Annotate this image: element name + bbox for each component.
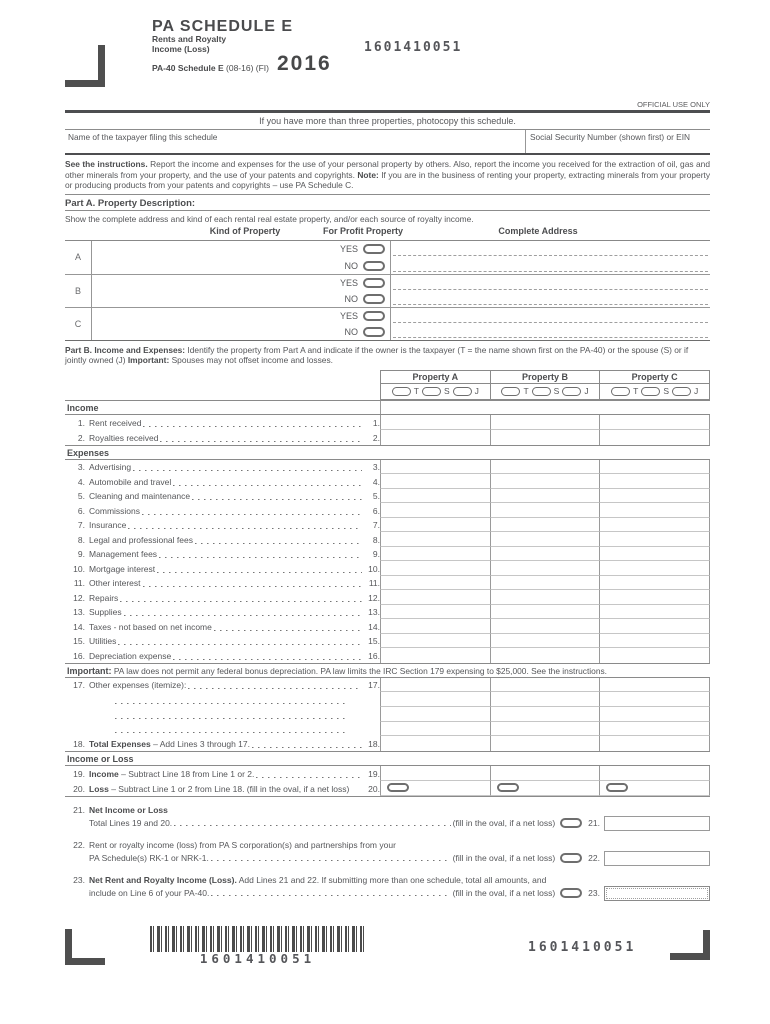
col-kind-of-property: Kind of Property	[209, 225, 281, 236]
amount-cell-property-a[interactable]	[380, 590, 490, 605]
owner-j-oval[interactable]	[453, 387, 472, 396]
for-profit-no-oval[interactable]	[363, 294, 385, 304]
line-6-commissions: 6. Commissions 6.	[65, 503, 710, 518]
amount-cell-property-c[interactable]	[599, 648, 710, 663]
amount-cell-property-a[interactable]	[380, 576, 490, 591]
part-a-column-headers	[65, 226, 710, 240]
dot-leader	[159, 551, 362, 559]
no-label: NO	[344, 326, 358, 337]
kind-of-property-field-b[interactable]	[92, 275, 312, 307]
amount-cell-property-b[interactable]	[490, 781, 600, 796]
amount-cell-property-b[interactable]	[490, 634, 600, 649]
amount-cell-property-a[interactable]	[380, 605, 490, 620]
amount-cell-property-c[interactable]	[599, 781, 710, 796]
amount-cell-property-c[interactable]	[599, 605, 710, 620]
itemize-write-line[interactable]	[115, 712, 348, 720]
amount-cell-property-a[interactable]	[380, 781, 490, 796]
line-17-other-expenses: 17. Other expenses (itemize): 17.	[65, 678, 710, 693]
owner-s-oval[interactable]	[422, 387, 441, 396]
line-22-net-loss-oval[interactable]	[560, 853, 582, 863]
line-3-advertising: 3. Advertising 3.	[65, 460, 710, 475]
amount-cell-property-a[interactable]	[380, 766, 490, 781]
amount-cell-property-b[interactable]	[490, 576, 600, 591]
corner-mark-bottom-left	[65, 929, 105, 965]
line-9-management-fees: 9. Management fees 9.	[65, 547, 710, 562]
line-1-rent-received: 1. Rent received 1.	[65, 415, 710, 430]
line-21-net-loss-oval[interactable]	[560, 818, 582, 828]
document-id-bottom: 1601410051	[528, 940, 637, 955]
amount-cell-property-c[interactable]	[599, 736, 710, 751]
kind-of-property-field-c[interactable]	[92, 308, 312, 340]
dot-leader	[211, 854, 451, 862]
part-a-subtitle: Show the complete address and kind of each rental real estate property, and/or each source of royalty income.	[65, 213, 474, 224]
taxpayer-name-field[interactable]	[65, 130, 525, 153]
owner-j-oval[interactable]	[672, 387, 691, 396]
owner-select-property-a: T S J	[381, 384, 490, 399]
amount-cell-property-c[interactable]	[599, 474, 710, 489]
line-19-income: 19. Income – Subtract Line 18 from Line 1 or 2. 19.	[65, 766, 710, 781]
line-22-amount-box[interactable]	[604, 851, 710, 866]
amount-cell-property-b[interactable]	[490, 474, 600, 489]
amount-cell-property-c[interactable]	[599, 766, 710, 781]
amount-cell-property-b[interactable]	[490, 707, 600, 722]
col-complete-address: Complete Address	[498, 225, 578, 236]
line-11-other-interest: 11. Other interest 11.	[65, 576, 710, 591]
property-a-header: Property A	[412, 371, 459, 382]
income-or-loss-section-header: Income or Loss	[65, 751, 710, 766]
amount-cell-property-b[interactable]	[490, 678, 600, 693]
yes-label: YES	[339, 310, 358, 321]
net-loss-oval-property-c[interactable]	[606, 783, 628, 792]
amount-cell-property-c[interactable]	[599, 576, 710, 591]
amount-cell-property-c[interactable]	[599, 619, 710, 634]
col-for-profit-property: For Profit Property	[322, 225, 403, 236]
itemize-row-2	[65, 707, 710, 722]
amount-cell-property-a[interactable]	[380, 460, 490, 475]
for-profit-no-oval[interactable]	[363, 261, 385, 271]
dot-leader	[120, 595, 362, 603]
property-c-header: Property C	[599, 371, 709, 383]
row-letter: B	[65, 275, 92, 307]
line-7-insurance: 7. Insurance 7.	[65, 518, 710, 533]
title-block	[152, 18, 332, 73]
expense-rows	[65, 460, 710, 663]
amount-cell-property-a[interactable]	[380, 489, 490, 504]
amount-cell-property-a[interactable]	[380, 474, 490, 489]
for-profit-yes-oval[interactable]	[363, 278, 385, 288]
photocopy-note: If you have more than three properties, photocopy this schedule.	[65, 113, 710, 130]
amount-cell-property-c[interactable]	[599, 561, 710, 576]
amount-cell-property-c[interactable]	[599, 503, 710, 518]
amount-cell-property-b[interactable]	[490, 692, 600, 707]
complete-address-field-c[interactable]	[390, 308, 710, 340]
amount-cell-property-a[interactable]	[380, 503, 490, 518]
amount-cell-property-a[interactable]	[380, 561, 490, 576]
property-b-header: Property B	[490, 371, 600, 383]
dot-leader	[195, 537, 362, 545]
line-4-automobile-travel: 4. Automobile and travel 4.	[65, 474, 710, 489]
dot-leader	[211, 889, 450, 897]
complete-address-field-b[interactable]	[390, 275, 710, 307]
income-rows	[65, 415, 710, 445]
for-profit-yes-oval[interactable]	[363, 244, 385, 254]
dot-leader	[143, 420, 362, 428]
amount-cell-property-b[interactable]	[490, 489, 600, 504]
yes-label: YES	[339, 244, 358, 255]
amount-cell-property-b[interactable]	[490, 547, 600, 562]
row-letter: C	[65, 308, 92, 340]
dot-leader	[124, 609, 362, 617]
barcode-number: 1601410051	[199, 951, 316, 966]
amount-cell-property-c[interactable]	[599, 678, 710, 693]
line-16-depreciation-expense: 16. Depreciation expense 16.	[65, 648, 710, 663]
owner-t-oval[interactable]	[501, 387, 520, 396]
itemize-write-line[interactable]	[115, 697, 348, 705]
owner-t-oval[interactable]	[611, 387, 630, 396]
line-12-repairs: 12. Repairs 12.	[65, 590, 710, 605]
yes-label: YES	[339, 277, 358, 288]
row-letter: A	[65, 241, 92, 274]
amount-cell-property-c[interactable]	[599, 430, 710, 445]
dot-leader	[142, 508, 362, 516]
amount-cell-property-c[interactable]	[599, 590, 710, 605]
dot-leader	[252, 741, 362, 749]
dot-leader	[188, 682, 362, 690]
amount-cell-property-a[interactable]	[380, 619, 490, 634]
amount-cell-property-c[interactable]	[599, 634, 710, 649]
barcode	[150, 926, 365, 952]
dot-leader	[128, 522, 362, 530]
itemize-write-line[interactable]	[115, 726, 348, 734]
kind-of-property-field-a[interactable]	[92, 241, 312, 274]
taxpayer-name-label: Name of the taxpayer filing this schedule	[68, 132, 218, 142]
dot-leader	[143, 580, 363, 588]
complete-address-field-a[interactable]	[390, 241, 710, 274]
income-or-loss-rows	[65, 766, 710, 797]
dot-leader	[174, 819, 450, 827]
amount-cell-property-a[interactable]	[380, 430, 490, 445]
official-use-label: OFFICIAL USE ONLY	[637, 100, 710, 109]
dot-leader	[157, 566, 362, 574]
dot-leader	[160, 435, 362, 443]
net-loss-oval-property-a[interactable]	[387, 783, 409, 792]
amount-cell-property-b[interactable]	[490, 415, 600, 430]
form-title: PA SCHEDULE E	[152, 18, 294, 35]
property-row-c	[65, 307, 710, 340]
amount-cell-property-a[interactable]	[380, 648, 490, 663]
owner-s-oval[interactable]	[641, 387, 660, 396]
tax-year: 2016	[277, 52, 332, 75]
form-code: PA-40 Schedule E (08-16) (FI)	[152, 62, 269, 73]
amount-cell-property-b[interactable]	[490, 590, 600, 605]
dot-leader	[173, 653, 362, 661]
line-22-rk1-income: 22. Rent or royalty income (loss) from PA S corporation(s) and partnerships from your PA Schedule(s) RK-1 or NRK-1. (fill in the oval, if a net loss) 22.	[65, 837, 710, 867]
amount-cell-property-a[interactable]	[380, 634, 490, 649]
important-note: Important: PA law does not permit any federal bonus depreciation. PA law limits the IRC Section 179 expensing to $25,000. See the instructions.	[65, 663, 710, 678]
amount-cell-property-c[interactable]	[599, 518, 710, 533]
form-page	[65, 0, 710, 902]
owner-s-oval[interactable]	[532, 387, 551, 396]
line-10-mortgage-interest: 10. Mortgage interest 10.	[65, 561, 710, 576]
amount-cell-property-b[interactable]	[490, 532, 600, 547]
property-row-a	[65, 241, 710, 274]
line-21-net-income-or-loss: 21. Net Income or Loss Total Lines 19 and 20. (fill in the oval, if a net loss) 21.	[65, 802, 710, 832]
line-13-supplies: 13. Supplies 13.	[65, 605, 710, 620]
line-20-loss: 20. Loss – Subtract Line 1 or 2 from Line 18. (fill in the oval, if a net loss) 20.	[65, 781, 710, 796]
amount-cell-property-b[interactable]	[490, 766, 600, 781]
amount-cell-property-c[interactable]	[599, 722, 710, 737]
property-columns-header	[380, 370, 710, 400]
part-b-intro: Part B. Income and Expenses: Identify the property from Part A and indicate if the owner is the taxpayer (T = the name shown first on the PA-40) or the spouse (S) or if jointly owned (J) Important: Spouses may not offset income and losses.	[65, 344, 689, 366]
owner-select-property-b: T S J	[490, 384, 600, 399]
for-profit-yes-oval[interactable]	[363, 311, 385, 321]
dot-leader	[256, 771, 362, 779]
part-a-table	[65, 240, 710, 341]
amount-cell-property-a[interactable]	[380, 692, 490, 707]
line-15-utilities: 15. Utilities 15.	[65, 634, 710, 649]
for-profit-no-oval[interactable]	[363, 327, 385, 337]
ssn-label: Social Security Number (shown first) or EIN	[530, 132, 690, 142]
amount-cell-property-a[interactable]	[380, 707, 490, 722]
amount-cell-property-c[interactable]	[599, 460, 710, 475]
amount-cell-property-b[interactable]	[490, 619, 600, 634]
amount-cell-property-b[interactable]	[490, 736, 600, 751]
line-8-legal-professional-fees: 8. Legal and professional fees 8.	[65, 532, 710, 547]
amount-cell-property-c[interactable]	[599, 547, 710, 562]
ssn-field[interactable]	[525, 130, 710, 153]
owner-t-oval[interactable]	[392, 387, 411, 396]
line-23-net-loss-oval[interactable]	[560, 888, 582, 898]
owner-j-oval[interactable]	[562, 387, 581, 396]
form-header	[65, 0, 710, 113]
expenses-section-header: Expenses	[65, 445, 710, 460]
amount-cell-property-a[interactable]	[380, 532, 490, 547]
amount-cell-property-a[interactable]	[380, 518, 490, 533]
form-subtitle-2: Income (Loss)	[152, 43, 210, 54]
amount-cell-property-b[interactable]	[490, 518, 600, 533]
amount-cell-property-c[interactable]	[599, 692, 710, 707]
amount-cell-property-b[interactable]	[490, 561, 600, 576]
dot-leader	[118, 638, 362, 646]
net-loss-oval-property-b[interactable]	[497, 783, 519, 792]
amount-cell-property-b[interactable]	[490, 460, 600, 475]
owner-select-property-c: T S J	[599, 384, 709, 399]
line-2-royalties-received: 2. Royalties received 2.	[65, 430, 710, 445]
amount-cell-property-a[interactable]	[380, 736, 490, 751]
dot-leader	[214, 624, 362, 632]
amount-cell-property-a[interactable]	[380, 415, 490, 430]
amount-cell-property-b[interactable]	[490, 722, 600, 737]
itemize-row-3	[65, 722, 710, 737]
amount-cell-property-b[interactable]	[490, 605, 600, 620]
other-expense-rows	[65, 678, 710, 751]
dot-leader	[192, 493, 362, 501]
document-id-top: 1601410051	[364, 40, 463, 55]
line-23-amount-box[interactable]	[604, 886, 710, 901]
amount-cell-property-c[interactable]	[599, 532, 710, 547]
amount-cell-property-a[interactable]	[380, 678, 490, 693]
amount-cell-property-c[interactable]	[599, 415, 710, 430]
amount-cell-property-a[interactable]	[380, 547, 490, 562]
line-21-amount-box[interactable]	[604, 816, 710, 831]
itemize-row-1	[65, 692, 710, 707]
part-a-title: Part A. Property Description:	[65, 195, 710, 211]
property-row-b	[65, 274, 710, 307]
amount-cell-property-c[interactable]	[599, 489, 710, 504]
line-18-total-expenses: 18. Total Expenses – Add Lines 3 through 17. 18.	[65, 736, 710, 751]
amount-cell-property-a[interactable]	[380, 722, 490, 737]
no-label: NO	[344, 260, 358, 271]
no-label: NO	[344, 293, 358, 304]
dot-leader	[173, 479, 362, 487]
line-23-net-rent-royalty: 23. Net Rent and Royalty Income (Loss). Add Lines 21 and 22. If submitting more than one schedule, total all amounts, and include on Line 6 of your PA-40. (fill in the oval, if a net loss) 23.	[65, 872, 710, 902]
line-5-cleaning-maintenance: 5. Cleaning and maintenance 5.	[65, 489, 710, 504]
amount-cell-property-c[interactable]	[599, 707, 710, 722]
amount-cell-property-b[interactable]	[490, 648, 600, 663]
form-subtitle-1: Rents and Royalty	[152, 34, 227, 44]
line-14-taxes: 14. Taxes - not based on net income 14.	[65, 619, 710, 634]
instructions-paragraph: See the instructions. Report the income and expenses for the use of your personal property by others. Also, report the income you received for the extraction of oil, gas and other minerals from your property, and the use of your patents and copyrights. Note: If you are in the business of renting your property, extracting minerals from your property or producing products from your patents and copyrights – use PA Schedule C.	[65, 155, 710, 195]
corner-mark-bottom-right	[670, 930, 710, 960]
income-section-header: Income	[65, 400, 710, 415]
amount-cell-property-b[interactable]	[490, 430, 600, 445]
dot-leader	[133, 464, 362, 472]
taxpayer-row	[65, 130, 710, 155]
amount-cell-property-b[interactable]	[490, 503, 600, 518]
